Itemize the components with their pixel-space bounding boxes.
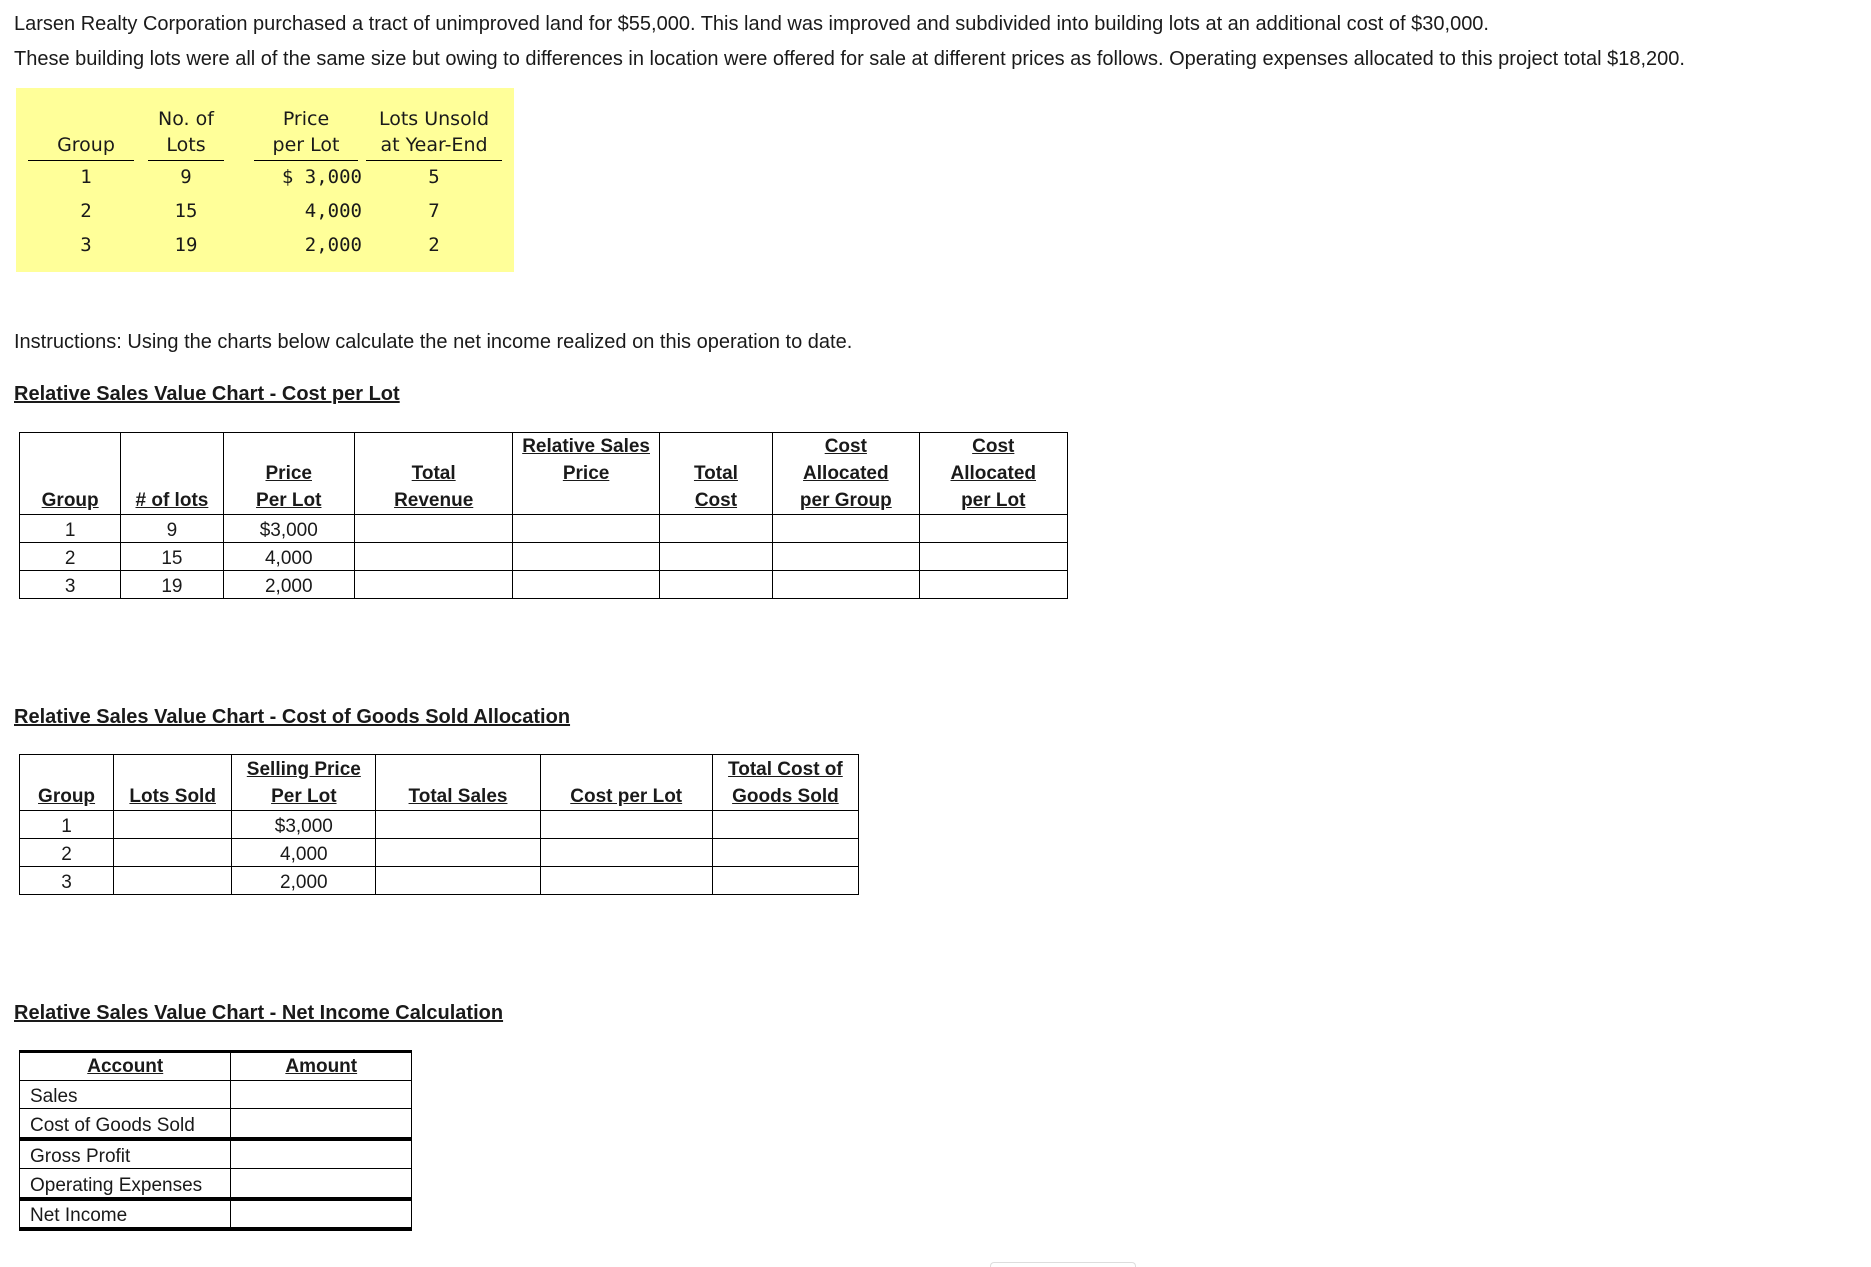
chart1-row3-group: 3 <box>20 571 121 599</box>
chart2-header-selling-price: Selling Price Per Lot <box>232 755 376 811</box>
chart1-row2-revenue[interactable] <box>354 543 512 571</box>
given-row1-price: $ 3,000 <box>281 166 362 188</box>
chart3-net-income-amount[interactable] <box>231 1199 412 1229</box>
chart3-table <box>19 1050 412 1231</box>
given-row2-group: 2 <box>80 200 92 222</box>
given-rule-lots <box>148 160 224 161</box>
chart3-gross-profit-label: Gross Profit <box>20 1139 231 1169</box>
chart2-row2-group: 2 <box>20 839 114 867</box>
given-header-group: Group <box>57 134 115 156</box>
chart1-header-price: Price Per Lot <box>223 433 354 515</box>
table-row <box>20 543 1068 571</box>
given-row3-unsold: 2 <box>428 234 440 256</box>
given-rule-unsold <box>366 160 502 161</box>
chart2-table <box>19 754 859 895</box>
chart2-header-lots-sold: Lots Sold <box>114 755 232 811</box>
given-row1-lots: 9 <box>180 166 192 188</box>
table-row <box>20 1139 412 1169</box>
chart2-header-total-sales: Total Sales <box>376 755 540 811</box>
chart1-row3-lots: 19 <box>121 571 223 599</box>
given-data-box <box>16 88 514 272</box>
chart1-row3-cost[interactable] <box>659 571 772 599</box>
table-row <box>20 571 1068 599</box>
chart3-header-amount: Amount <box>231 1052 412 1081</box>
chart1-row1-price: $3,000 <box>223 515 354 543</box>
chart3-net-income-label: Net Income <box>20 1199 231 1229</box>
chart2-title: Relative Sales Value Chart - Cost of Goods Sold Allocation <box>14 706 571 728</box>
given-row3-group: 3 <box>80 234 92 256</box>
chart1-row2-cost-lot[interactable] <box>919 543 1067 571</box>
chart3-gross-profit-amount[interactable] <box>231 1139 412 1169</box>
chart2-row3-price: 2,000 <box>232 867 376 895</box>
chart1-row2-group: 2 <box>20 543 121 571</box>
chart1-row3-price: 2,000 <box>223 571 354 599</box>
chart2-row1-lots-sold[interactable] <box>114 811 232 839</box>
chart1-header-lots: # of lots <box>121 433 223 515</box>
given-header-price-2: per Lot <box>272 134 340 156</box>
given-row1-group: 1 <box>80 166 92 188</box>
chart1-table <box>19 432 1068 599</box>
scrollbar-stub[interactable] <box>990 1262 1136 1267</box>
chart3-sales-amount[interactable] <box>231 1081 412 1109</box>
chart2-row2-price: 4,000 <box>232 839 376 867</box>
table-row <box>20 867 859 895</box>
given-row3-lots: 19 <box>174 234 198 256</box>
given-header-price-1: Price <box>282 108 330 130</box>
chart3-sales-label: Sales <box>20 1081 231 1109</box>
chart1-row1-cost-group[interactable] <box>773 515 919 543</box>
chart1-row1-cost[interactable] <box>659 515 772 543</box>
chart2-row2-total-sales[interactable] <box>376 839 540 867</box>
chart1-row3-cost-lot[interactable] <box>919 571 1067 599</box>
table-row <box>20 1109 412 1139</box>
given-header-lots-1: No. of <box>158 108 214 130</box>
chart2-row2-lots-sold[interactable] <box>114 839 232 867</box>
chart2-row3-cost-per-lot[interactable] <box>540 867 712 895</box>
chart1-row2-cost-group[interactable] <box>773 543 919 571</box>
chart1-header-revenue: Total Revenue <box>354 433 512 515</box>
chart1-header-cost: Total Cost <box>659 433 772 515</box>
chart1-row2-rsp[interactable] <box>513 543 659 571</box>
chart1-row1-revenue[interactable] <box>354 515 512 543</box>
chart1-header-row <box>20 433 1068 515</box>
problem-line-1: Larsen Realty Corporation purchased a tract of unimproved land for $55,000. This land was improved and subdivided into building lots at an additional cost of $30,000. <box>14 13 1489 35</box>
instructions: Instructions: Using the charts below calculate the net income realized on this operation to date. <box>14 331 853 353</box>
chart1-row2-price: 4,000 <box>223 543 354 571</box>
chart1-title: Relative Sales Value Chart - Cost per Lot <box>14 383 400 405</box>
chart2-row1-cost-per-lot[interactable] <box>540 811 712 839</box>
table-row <box>20 515 1068 543</box>
given-header-unsold-2: at Year-End <box>380 134 488 156</box>
chart1-row1-rsp[interactable] <box>513 515 659 543</box>
given-row2-price: 4,000 <box>304 200 362 222</box>
table-row <box>20 839 859 867</box>
table-row <box>20 1169 412 1199</box>
given-rule-group <box>28 160 134 161</box>
chart2-header-total-cogs: Total Cost of Goods Sold <box>712 755 858 811</box>
given-row3-price: 2,000 <box>304 234 362 256</box>
chart2-row1-total-cogs[interactable] <box>712 811 858 839</box>
given-header-lots-2: Lots <box>166 134 206 156</box>
chart2-row1-group: 1 <box>20 811 114 839</box>
chart2-header-cost-per-lot: Cost per Lot <box>540 755 712 811</box>
chart1-row3-cost-group[interactable] <box>773 571 919 599</box>
chart2-row3-group: 3 <box>20 867 114 895</box>
chart3-cogs-label: Cost of Goods Sold <box>20 1109 231 1139</box>
chart2-header-row <box>20 755 859 811</box>
chart1-header-group: Group <box>20 433 121 515</box>
given-row1-unsold: 5 <box>428 166 440 188</box>
given-header-unsold-1: Lots Unsold <box>378 108 490 130</box>
chart3-title: Relative Sales Value Chart - Net Income Calculation <box>14 1002 504 1024</box>
chart3-header-row <box>20 1052 412 1081</box>
chart1-header-cost-group: Cost Allocated per Group <box>773 433 919 515</box>
chart1-row1-lots: 9 <box>121 515 223 543</box>
chart2-row3-total-cogs[interactable] <box>712 867 858 895</box>
given-rule-price <box>254 160 358 161</box>
problem-line-2: These building lots were all of the same size but owing to differences in location were offered for sale at different prices as follows. Operating expenses allocated to this project total $18,200. <box>14 48 1685 70</box>
chart1-header-cost-lot: Cost Allocated per Lot <box>919 433 1067 515</box>
chart2-row1-total-sales[interactable] <box>376 811 540 839</box>
chart3-cogs-amount[interactable] <box>231 1109 412 1139</box>
chart1-row3-rsp[interactable] <box>513 571 659 599</box>
chart1-header-rsp: Relative Sales Price <box>513 433 659 515</box>
given-row2-unsold: 7 <box>428 200 440 222</box>
chart2-row1-price: $3,000 <box>232 811 376 839</box>
chart3-header-account: Account <box>20 1052 231 1081</box>
table-row <box>20 1199 412 1229</box>
chart2-row3-lots-sold[interactable] <box>114 867 232 895</box>
chart2-row3-total-sales[interactable] <box>376 867 540 895</box>
chart2-header-group: Group <box>20 755 114 811</box>
chart2-row2-total-cogs[interactable] <box>712 839 858 867</box>
chart1-row2-cost[interactable] <box>659 543 772 571</box>
chart1-row3-revenue[interactable] <box>354 571 512 599</box>
chart1-row2-lots: 15 <box>121 543 223 571</box>
chart2-row2-cost-per-lot[interactable] <box>540 839 712 867</box>
chart1-row1-group: 1 <box>20 515 121 543</box>
chart3-operating-expenses-amount[interactable] <box>231 1169 412 1199</box>
given-row2-lots: 15 <box>174 200 198 222</box>
chart1-row1-cost-lot[interactable] <box>919 515 1067 543</box>
table-row <box>20 811 859 839</box>
table-row <box>20 1081 412 1109</box>
chart3-operating-expenses-label: Operating Expenses <box>20 1169 231 1199</box>
